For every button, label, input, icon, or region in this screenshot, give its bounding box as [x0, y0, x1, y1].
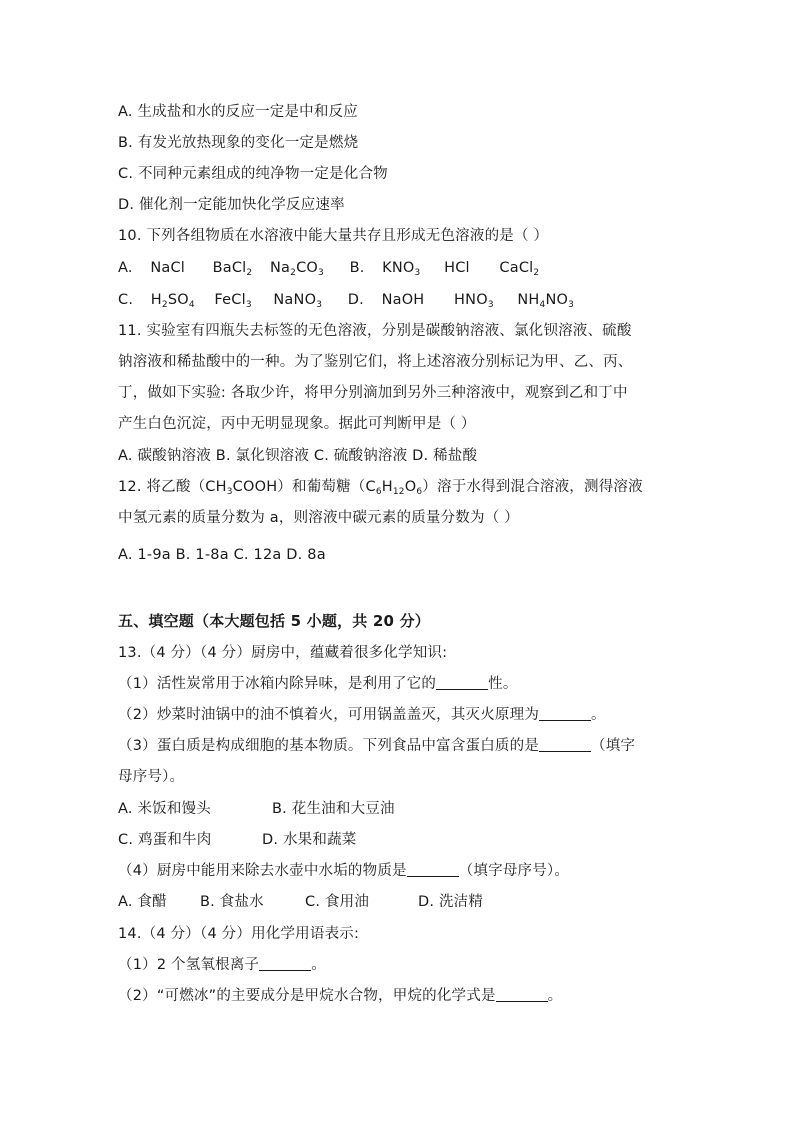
q13-part4: （4）厨房中能用来除去水壶中水垢的物质是 （填字母序号）。 — [118, 863, 570, 879]
q13-part4-option-b: B. 食盐水 — [200, 894, 264, 910]
q11-stem-line1: 11. 实验室有四瓶失去标签的无色溶液，分别是碳酸钠溶液、氯化钡溶液、硫酸 — [118, 323, 632, 339]
q12-stem-line2: 中氢元素的质量分数为 a，则溶液中碳元素的质量分数为（ ） — [118, 510, 519, 526]
q13-part3-cont: 母序号）。 — [118, 769, 185, 785]
q13-option-c: C. 鸡蛋和牛肉 — [118, 832, 212, 848]
answer-blank[interactable] — [436, 675, 488, 690]
q13-stem: 13.（4 分）（4 分）厨房中，蕴藏着很多化学知识: — [118, 645, 448, 661]
q14-part1: （1）2 个氢氧根离子 。 — [118, 957, 326, 973]
option-label: B. — [349, 260, 365, 276]
option-label: C. — [118, 292, 134, 308]
q10-stem: 10. 下列各组物质在水溶液中能大量共存且形成无色溶液的是（ ） — [118, 228, 549, 244]
option-label: D. — [347, 292, 364, 308]
q12-stem-line1: 12. 将乙酸$(CH_3COOH)$和葡萄糖$(C_6H_{12}O_6)$溶于水得到混合溶液，测得溶液 — [118, 479, 643, 497]
formula: NaOH — [381, 292, 425, 308]
formula: $KNO_3$ — [382, 260, 421, 278]
q13-part4-option-a: A. 食醋 — [118, 894, 167, 910]
answer-blank[interactable] — [539, 737, 591, 752]
option-label: A. — [118, 260, 133, 276]
formula: $Na_2CO_3$ — [269, 260, 324, 278]
q13-part1: （1）活性炭常用于冰箱内除异味，是利用了它的 性。 — [118, 676, 518, 692]
formula: BaCl$_2$ — [212, 260, 253, 278]
formula: HCl — [444, 260, 470, 276]
q13-option-b: B. 花生油和大豆油 — [272, 801, 395, 817]
answer-blank[interactable] — [259, 956, 311, 971]
q10-options-cd — [118, 290, 574, 310]
formula: FeCl$_3$ — [214, 292, 252, 310]
answer-blank[interactable] — [496, 987, 548, 1002]
q13-option-d: D. 水果和蔬菜 — [262, 832, 357, 848]
q14-stem: 14.（4 分）（4 分）用化学用语表示: — [118, 926, 360, 942]
formula: $HNO_3$ — [454, 292, 494, 310]
formula: NaCl — [150, 260, 185, 276]
q9-option-d: D. 催化剂一定能加快化学反应速率 — [118, 197, 345, 213]
q13-part3: （3）蛋白质是构成细胞的基本物质。下列食品中富含蛋白质的是 （填字 — [118, 738, 636, 754]
section-heading: 五、填空题（本大题包括 5 小题，共 20 分） — [118, 612, 431, 630]
q11-stem-line4: 产生白色沉淀，丙中无明显现象。据此可判断甲是（ ） — [118, 416, 476, 432]
q11-stem-line3: 丁，做如下实验: 各取少许，将甲分别滴加到另外三种溶液中，观察到乙和丁中 — [118, 385, 628, 401]
q9-option-c: C. 不同种元素组成的纯净物一定是化合物 — [118, 166, 388, 182]
answer-blank[interactable] — [407, 862, 459, 877]
q13-option-a: A. 米饭和馒头 — [118, 801, 211, 817]
formula: NaNO$_3$ — [273, 292, 323, 310]
q11-stem-line2: 钠溶液和稀盐酸中的一种。为了鉴别它们，将上述溶液分别标记为甲、乙、丙、 — [118, 354, 633, 370]
q11-options: A. 碳酸钠溶液 B. 氯化钡溶液 C. 硫酸钠溶液 D. 稀盐酸 — [118, 448, 478, 464]
q9-option-a: A. 生成盐和水的反应一定是中和反应 — [118, 104, 358, 120]
q14-part2: （2）“可燃冰”的主要成分是甲烷水合物，甲烷的化学式是 。 — [118, 988, 563, 1004]
q13-part4-option-d: D. 洗洁精 — [418, 894, 484, 910]
q13-part4-option-c: C. 食用油 — [305, 894, 370, 910]
formula: $NH_4NO_3$ — [517, 292, 575, 310]
q9-option-b: B. 有发光放热现象的变化一定是燃烧 — [118, 135, 359, 151]
q12-options: A. 1-9a B. 1-8a C. 12a D. 8a — [118, 547, 326, 563]
q13-part2: （2）炒菜时油锅中的油不慎着火，可用锅盖盖灭，其灭火原理为 。 — [118, 707, 606, 723]
formula: $H_2SO_4$ — [150, 292, 195, 310]
q10-options-ab — [118, 258, 539, 278]
answer-blank[interactable] — [539, 706, 591, 721]
formula: CaCl$_2$ — [499, 260, 540, 278]
